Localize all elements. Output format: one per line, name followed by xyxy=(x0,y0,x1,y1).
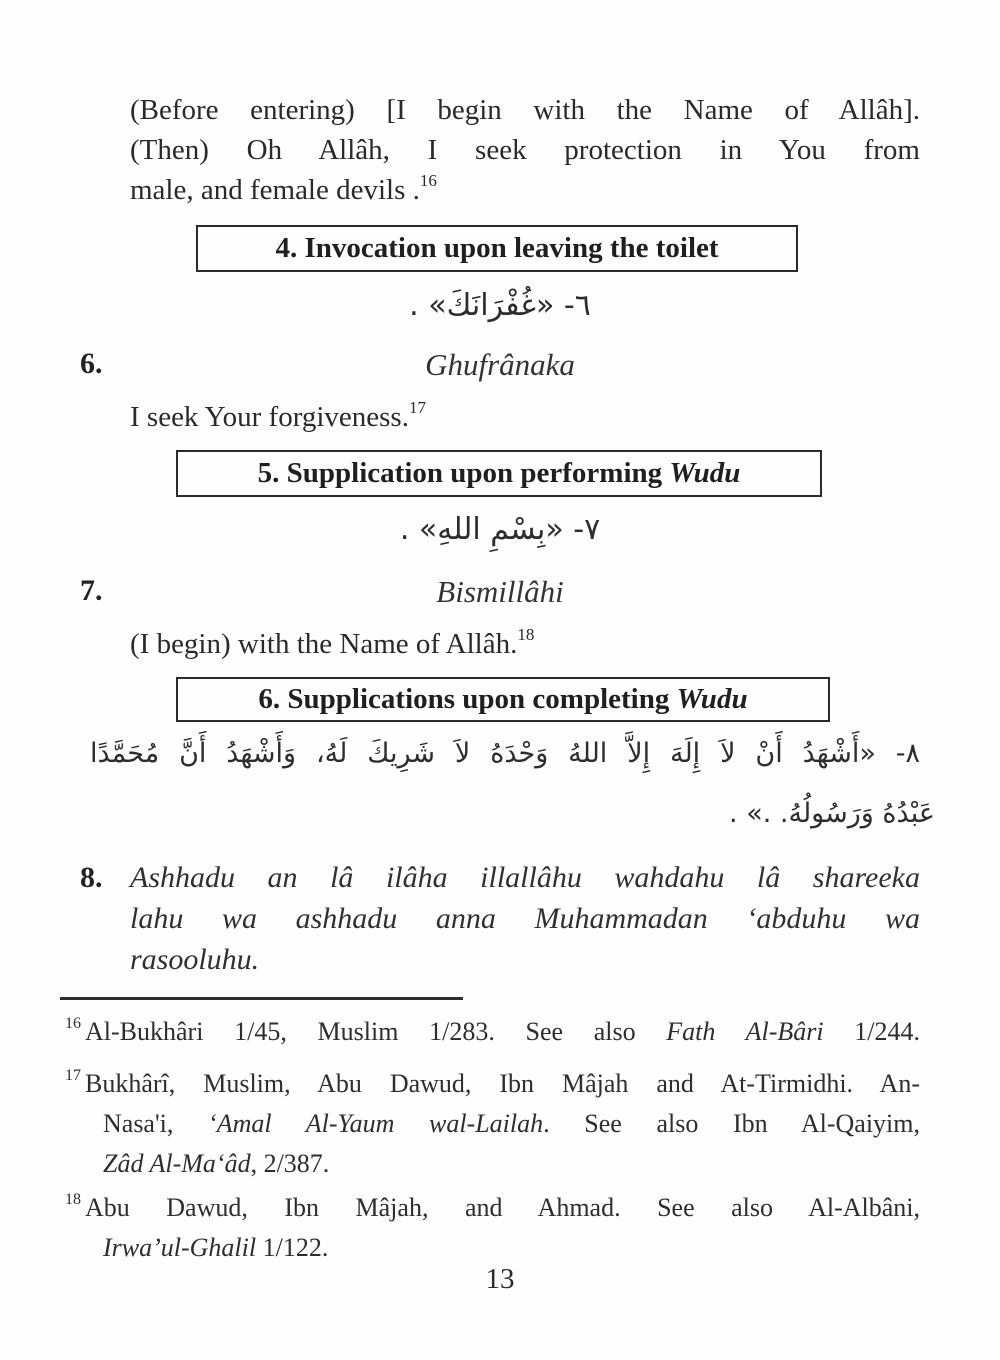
item-number-8: 8. xyxy=(80,861,103,894)
footnote-ref-17: 17 xyxy=(408,398,426,417)
footnote-16-number: 16 xyxy=(65,1015,81,1032)
intro-line-1: (Before entering) [I begin with the Name of Allâh]. xyxy=(130,94,920,126)
footnote-ref-18: 18 xyxy=(517,625,535,644)
item-row-7 xyxy=(0,574,1000,610)
transliteration-8 xyxy=(80,857,920,980)
footnote-16: $^{16}$ Al-Bukhâri 1/45, Muslim 1/283. See also Fath Al-Bâri 1/244. xyxy=(65,1015,920,1046)
footnote-17: $^{17}$ Bukhârî, Muslim, Abu Dawud, Ibn Mâjah and At-Tirmidhi. An- Nasa'i, ‘Amal Al-Yaum wal-Lailah. See also Ibn Al-Qaiyim, Zâd Al-Ma‘âd, 2/387. xyxy=(65,1067,920,1178)
arabic-dua-8-line-2: عَبْدُهُ وَرَسُولُهُ. .» . xyxy=(729,798,935,829)
section-heading-5: 5. Supplication upon performing Wudu xyxy=(176,450,822,497)
translation-7: (I begin) with the Name of Allâh.$^{18}$ xyxy=(130,625,535,660)
transliteration-8-line-1: Ashhadu an lâ ilâha illallâhu wahdahu lâ shareeka xyxy=(130,861,920,894)
transliteration-7: Bismillâhi xyxy=(436,574,564,609)
footnote-18-number: 18 xyxy=(65,1191,81,1208)
transliteration-8-line-2: lahu wa ashhadu anna Muhammadan ‘abduhu wa xyxy=(130,902,920,935)
intro-line-2: (Then) Oh Allâh, I seek protection in You from xyxy=(130,134,920,166)
item-number-6: 6. xyxy=(80,347,103,380)
footnote-ref-16: 16 xyxy=(419,171,437,190)
transliteration-6: Ghufrânaka xyxy=(425,347,575,382)
footnote-17-number: 17 xyxy=(65,1067,81,1084)
section-heading-6: 6. Supplications upon completing Wudu xyxy=(176,677,830,722)
arabic-dua-6: ٦- «غُفْرَانَكَ» . xyxy=(409,288,591,323)
intro-line-3: male, and female devils .$^{16}$ xyxy=(130,171,437,206)
arabic-dua-7: ٧- «بِسْمِ اللهِ» . xyxy=(399,512,601,547)
footnote-separator xyxy=(60,997,463,1000)
footnote-18: $^{18}$ Abu Dawud, Ibn Mâjah, and Ahmad. See also Al-Albâni, Irwa’ul-Ghalil 1/122. xyxy=(65,1191,920,1262)
translation-6: I seek Your forgiveness.$^{17}$ xyxy=(130,398,426,433)
item-row-6 xyxy=(0,347,1000,383)
intro-paragraph xyxy=(130,90,920,210)
transliteration-8-line-3: rasooluhu. xyxy=(130,943,260,976)
page-number: 13 xyxy=(485,1263,515,1295)
arabic-dua-8-line-1: ٨- «أَشْهَدُ أَنْ لاَ إِلَهَ إِلاَّ اللهُ وَحْدَهُ لاَ شَرِيكَ لَهُ، وَأَشْهَدُ أَنَّ مُحَمَّدًا xyxy=(90,738,920,769)
item-number-7: 7. xyxy=(80,574,103,607)
section-heading-4: 4. Invocation upon leaving the toilet xyxy=(196,225,798,272)
